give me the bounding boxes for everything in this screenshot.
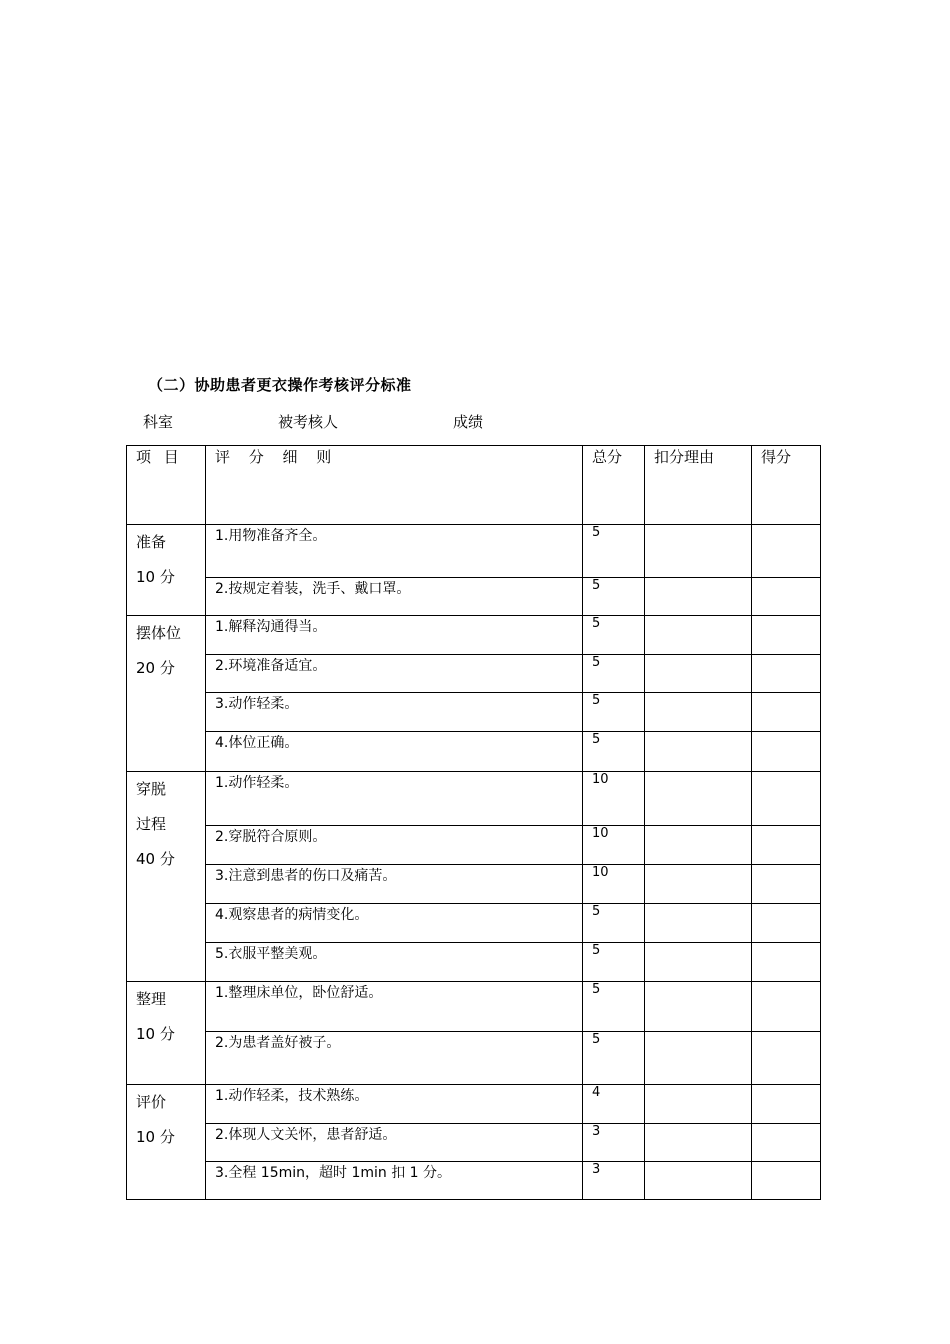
category-cell [127,616,206,772]
reason-input[interactable] [645,616,752,655]
scoring-table [126,445,821,1200]
table-row [127,982,821,1032]
reason-input[interactable] [645,982,752,1032]
table-row [127,693,821,732]
score-cell: 10 [583,826,645,865]
got-input[interactable] [752,693,821,732]
score-cell: 5 [583,943,645,982]
detail-cell: 2.按规定着装，洗手、戴口罩。 [206,578,583,616]
got-input[interactable] [752,1085,821,1124]
score-cell: 5 [583,982,645,1032]
detail-cell: 4.观察患者的病情变化。 [206,904,583,943]
detail-cell: 1.解释沟通得当。 [206,616,583,655]
got-input[interactable] [752,732,821,772]
category-name: 准备 [136,533,167,551]
detail-cell: 3.全程 15min，超时 1min 扣 1 分。 [206,1162,583,1200]
header-reason: 扣分理由 [645,446,752,525]
reason-input[interactable] [645,826,752,865]
category-points: 40 分 [136,850,175,868]
table-row [127,616,821,655]
category-points: 10 分 [136,1128,175,1146]
reason-input[interactable] [645,655,752,693]
score-cell: 5 [583,732,645,772]
category-points: 10 分 [136,1025,175,1043]
detail-cell: 1.动作轻柔，技术熟练。 [206,1085,583,1124]
table-row [127,904,821,943]
reason-input[interactable] [645,904,752,943]
reason-input[interactable] [645,578,752,616]
got-input[interactable] [752,655,821,693]
reason-input[interactable] [645,1085,752,1124]
got-input[interactable] [752,826,821,865]
reason-input[interactable] [645,1124,752,1162]
score-cell: 5 [583,525,645,578]
detail-cell: 3.动作轻柔。 [206,693,583,732]
detail-cell: 2.穿脱符合原则。 [206,826,583,865]
got-input[interactable] [752,904,821,943]
score-cell: 5 [583,578,645,616]
reason-input[interactable] [645,732,752,772]
header-total: 总分 [583,446,645,525]
reason-input[interactable] [645,1162,752,1200]
score-cell: 5 [583,616,645,655]
score-cell: 5 [583,904,645,943]
score-cell: 3 [583,1124,645,1162]
detail-cell: 1.整理床单位，卧位舒适。 [206,982,583,1032]
got-input[interactable] [752,982,821,1032]
got-input[interactable] [752,1032,821,1085]
header-row [127,446,821,525]
category-cell [127,772,206,982]
table-row [127,1124,821,1162]
table-row [127,1032,821,1085]
detail-cell: 1.动作轻柔。 [206,772,583,826]
category-name: 摆体位 [136,624,182,642]
got-input[interactable] [752,1124,821,1162]
got-input[interactable] [752,616,821,655]
got-input[interactable] [752,943,821,982]
category-name-line2: 过程 [136,815,167,833]
reason-input[interactable] [645,525,752,578]
reason-input[interactable] [645,865,752,904]
examinee-label: 被考核人 [278,413,339,431]
table-row [127,943,821,982]
table-row [127,525,821,578]
header-detail: 评 分 细 则 [206,446,583,525]
score-cell: 5 [583,1032,645,1085]
score-cell: 10 [583,772,645,826]
reason-input[interactable] [645,1032,752,1085]
table-row [127,772,821,826]
table-row [127,655,821,693]
header-item: 项 目 [127,446,206,525]
reason-input[interactable] [645,772,752,826]
table-row [127,1162,821,1200]
table-row [127,1085,821,1124]
header-got: 得分 [752,446,821,525]
category-name-line1: 穿脱 [136,780,167,798]
detail-cell: 1.用物准备齐全。 [206,525,583,578]
category-name: 评价 [136,1093,167,1111]
detail-cell: 2.体现人文关怀，患者舒适。 [206,1124,583,1162]
detail-cell: 4.体位正确。 [206,732,583,772]
table-row [127,865,821,904]
got-input[interactable] [752,1162,821,1200]
detail-cell: 2.环境准备适宜。 [206,655,583,693]
detail-cell: 2.为患者盖好被子。 [206,1032,583,1085]
score-cell: 4 [583,1085,645,1124]
score-cell: 5 [583,655,645,693]
category-cell [127,525,206,616]
dept-label: 科室 [143,413,174,431]
category-cell [127,982,206,1085]
page-title: （二）协助患者更衣操作考核评分标准 [148,376,412,394]
category-name: 整理 [136,990,167,1008]
score-cell: 10 [583,865,645,904]
detail-cell: 3.注意到患者的伤口及痛苦。 [206,865,583,904]
score-cell: 5 [583,693,645,732]
got-input[interactable] [752,525,821,578]
category-points: 10 分 [136,568,175,586]
category-cell [127,1085,206,1200]
score-label: 成绩 [453,413,484,431]
score-cell: 3 [583,1162,645,1200]
got-input[interactable] [752,772,821,826]
table-row [127,732,821,772]
got-input[interactable] [752,578,821,616]
got-input[interactable] [752,865,821,904]
reason-input[interactable] [645,943,752,982]
category-points: 20 分 [136,659,175,677]
detail-cell: 5.衣服平整美观。 [206,943,583,982]
reason-input[interactable] [645,693,752,732]
table-row [127,826,821,865]
table-row [127,578,821,616]
